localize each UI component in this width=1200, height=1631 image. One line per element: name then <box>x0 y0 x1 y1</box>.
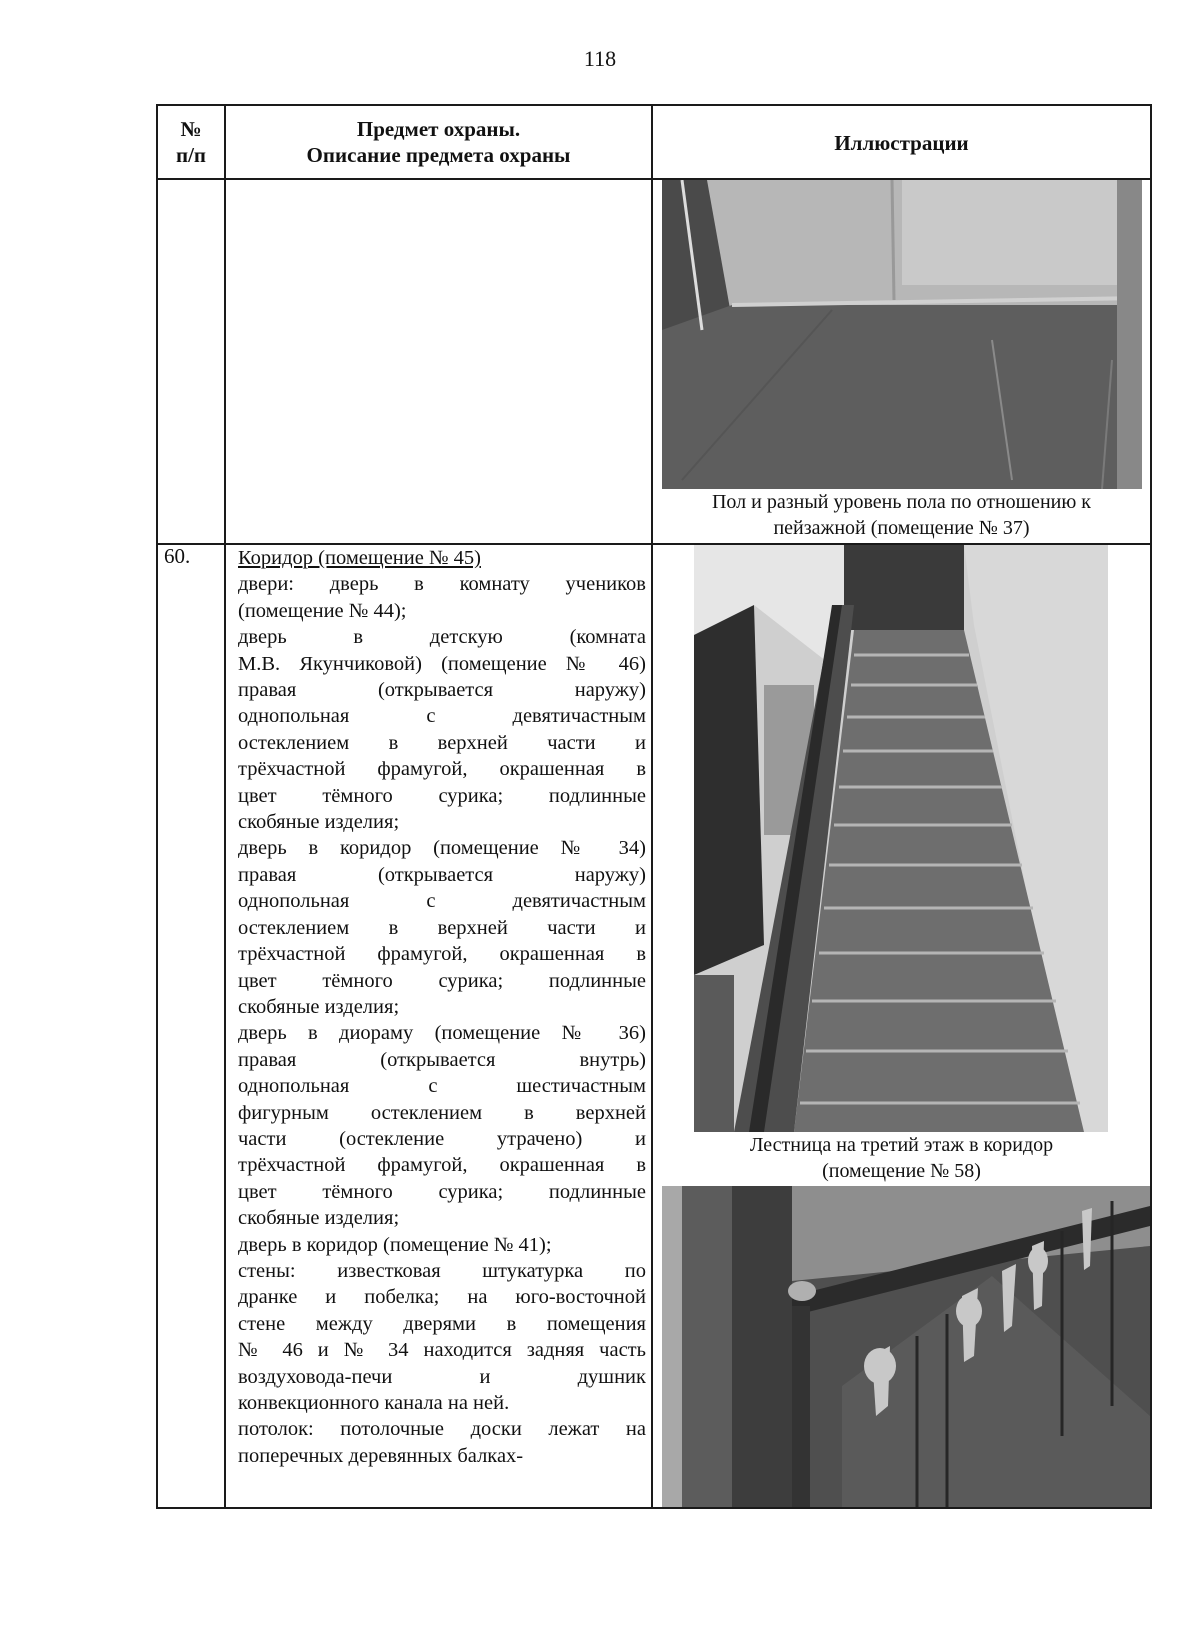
staircase-caption-line2: (помещение № 58) <box>822 1160 981 1182</box>
description-line: цвет тёмного сурика; подлинные <box>238 1180 646 1203</box>
description-line: поперечных деревянных балках- <box>238 1444 524 1467</box>
description-line: остеклением в верхней части и <box>238 731 646 754</box>
header-subject-line1: Предмет охраны. <box>356 117 521 141</box>
description-line: М.В. Якунчиковой) (помещение № 46) <box>238 652 646 675</box>
description-line: скобяные изделия; <box>238 995 400 1018</box>
description-line: стене между дверями в помещения <box>238 1312 646 1335</box>
description-line: скобяные изделия; <box>238 811 400 834</box>
description-line: дверь в детскую (комната <box>238 626 646 649</box>
subject-title: Коридор (помещение № 45) <box>238 547 481 569</box>
row-number: 60. <box>164 544 191 568</box>
staircase-photo <box>694 545 1108 1132</box>
column-divider-2 <box>651 104 653 1509</box>
description-line: однопольная с девятичастным <box>238 705 646 728</box>
header-subject <box>226 116 651 168</box>
description-line: трёхчастной фрамугой, окрашенная в <box>238 943 646 966</box>
description-line: (помещение № 44); <box>238 599 407 622</box>
description-line: остеклением в верхней части и <box>238 916 646 939</box>
description-line: дверь в диораму (помещение № 36) <box>238 1022 646 1045</box>
description-line: скобяные изделия; <box>238 1207 400 1230</box>
header-number-line1: № <box>180 117 202 141</box>
header-number-line2: п/п <box>175 143 207 167</box>
staircase-photo-caption <box>653 1132 1150 1184</box>
description-line: фигурным остеклением в верхней <box>238 1101 646 1124</box>
table-border-top <box>156 104 1152 106</box>
description-line: правая (открывается внутрь) <box>238 1048 646 1071</box>
subject-description <box>238 545 646 1469</box>
floor-photo <box>662 180 1142 489</box>
description-line: конвекционного канала на ней. <box>238 1392 510 1414</box>
description-line: потолок: потолочные доски лежат на <box>238 1418 646 1441</box>
description-line: дранке и побелка; на юго-восточной <box>238 1286 646 1309</box>
description-line: № 46 и № 34 находится задняя часть <box>238 1339 646 1362</box>
description-line: части (остекление утрачено) и <box>238 1127 646 1150</box>
floor-caption-line1: Пол и разный уровень пола по отношению к <box>711 491 1092 513</box>
description-line: однопольная с шестичастным <box>238 1075 646 1098</box>
table-border-bottom <box>156 1507 1152 1509</box>
floor-photo-caption <box>653 489 1150 541</box>
description-line: цвет тёмного сурика; подлинные <box>238 784 646 807</box>
header-subject-line2: Описание предмета охраны <box>306 143 571 167</box>
description-line: дверь в коридор (помещение № 41); <box>238 1233 552 1256</box>
staircase-caption-line1: Лестница на третий этаж в коридор <box>749 1134 1054 1156</box>
header-number <box>158 116 224 168</box>
table-border-left <box>156 104 158 1509</box>
description-line: трёхчастной фрамугой, окрашенная в <box>238 1154 646 1177</box>
column-divider-1 <box>224 104 226 1509</box>
description-line: правая (открывается наружу) <box>238 863 646 886</box>
description-line: цвет тёмного сурика; подлинные <box>238 969 646 992</box>
balustrade-photo <box>662 1186 1150 1507</box>
description-line: стены: известковая штукатурка по <box>238 1259 646 1282</box>
description-line: дверь в коридор (помещение № 34) <box>238 837 646 860</box>
description-line: трёхчастной фрамугой, окрашенная в <box>238 758 646 781</box>
floor-caption-line2: пейзажной (помещение № 37) <box>773 517 1030 539</box>
description-line: двери: дверь в комнату учеников <box>238 573 646 596</box>
page-number: 118 <box>583 46 617 71</box>
description-line: правая (открывается наружу) <box>238 679 646 702</box>
table-border-right <box>1150 104 1152 1509</box>
description-line: воздуховода-печи и душник <box>238 1365 646 1388</box>
header-illustrations: Иллюстрации <box>834 131 969 155</box>
description-line: однопольная с девятичастным <box>238 890 646 913</box>
